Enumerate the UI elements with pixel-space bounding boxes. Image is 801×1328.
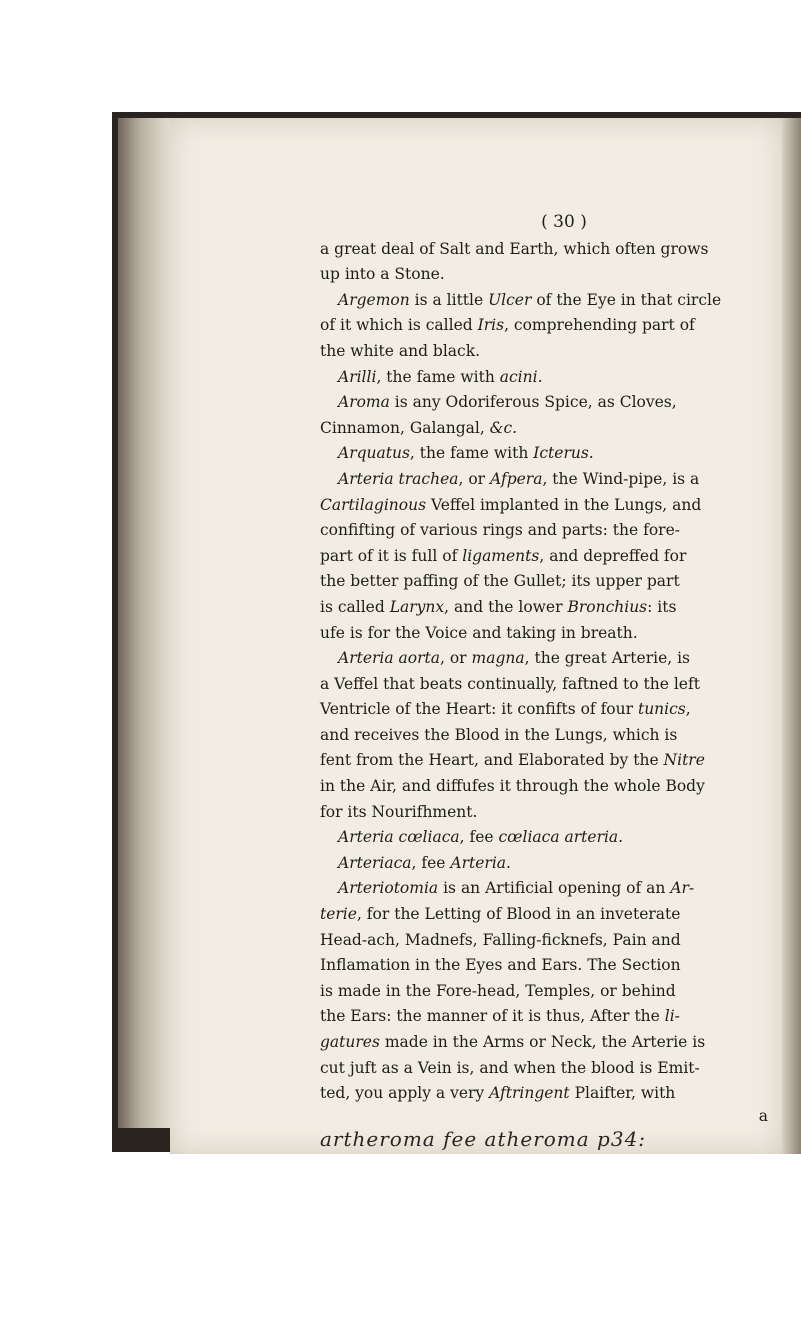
page-edge <box>782 118 801 1154</box>
italic-term: Nitre <box>663 751 705 770</box>
text-line <box>320 569 768 595</box>
catchword: a <box>758 1106 768 1125</box>
text-run: of the Eye in that circle <box>531 290 722 309</box>
text-line <box>320 416 768 442</box>
italic-term: Ar- <box>670 879 695 898</box>
text-run: is an Artificial opening of an <box>438 879 671 898</box>
text-run: ufe is for the Voice and taking in breath. <box>320 623 638 642</box>
italic-term: Arteria aorta <box>338 649 440 668</box>
text-line <box>320 672 768 698</box>
text-line <box>320 851 768 877</box>
text-run: Ventricle of the Heart: it confifts of four <box>320 700 638 719</box>
text-run: a Veffel that beats continually, faftned to the left <box>320 674 700 693</box>
italic-term: gatures <box>320 1033 380 1051</box>
text-line <box>320 646 768 672</box>
text-run: , <box>685 700 691 719</box>
text-run: and receives the Blood in the Lungs, which is <box>320 725 678 744</box>
text-run: is any Odoriferous Spice, as Cloves, <box>389 393 677 412</box>
text-run: , or <box>458 469 491 488</box>
text-run: is called <box>320 597 390 616</box>
text-run: fent from the Heart, and Elaborated by the <box>320 751 664 770</box>
text-run: the Ears: the manner of it is thus, After the <box>320 1007 665 1026</box>
body-lines <box>320 237 768 1107</box>
text-run: the better paffing of the Gullet; its upper part <box>320 572 680 591</box>
text-run: , fee <box>459 828 499 847</box>
text-line <box>320 1056 768 1082</box>
text-run: Veffel implanted in the Lungs, and <box>426 495 702 514</box>
text-line <box>320 288 768 314</box>
text-line <box>320 390 768 416</box>
italic-term: Argemon <box>338 290 410 309</box>
text-line <box>320 979 768 1005</box>
text-line <box>320 774 768 800</box>
text-line <box>320 697 768 723</box>
text-run: : its <box>647 597 677 616</box>
italic-term: cœliaca arteria. <box>498 828 624 847</box>
italic-term: acini. <box>499 367 543 386</box>
text-run: , the fame with <box>409 444 534 463</box>
text-run: , or <box>440 649 472 668</box>
italic-term: Ulcer <box>488 290 532 309</box>
text-line <box>320 365 768 391</box>
text-line <box>320 953 768 979</box>
text-line <box>320 595 768 621</box>
italic-term: Arteriotomia <box>338 879 439 898</box>
text-run: up into a Stone. <box>320 265 445 284</box>
italic-term: li- <box>664 1007 680 1026</box>
text-line <box>320 544 768 570</box>
italic-term: Larynx <box>389 597 445 616</box>
italic-term: Bronchius <box>567 597 648 616</box>
text-run: the white and black. <box>320 341 481 360</box>
italic-term: ligaments <box>462 546 540 565</box>
text-run: part of it is full of <box>320 546 463 565</box>
italic-term: Aroma <box>338 393 390 412</box>
text-run: is a little <box>409 290 489 309</box>
text-line <box>320 493 768 519</box>
italic-term: Arquatus <box>338 444 410 463</box>
text-line <box>320 441 768 467</box>
text-line <box>320 237 768 263</box>
text-line <box>320 876 768 902</box>
text-run: , the great Arterie, is <box>524 649 691 668</box>
text-run: , and the lower <box>444 597 568 616</box>
text-line <box>320 313 768 339</box>
italic-term: Arteria. <box>450 853 511 872</box>
text-run: , comprehending part of <box>504 316 695 335</box>
text-run: confifting of various rings and parts: the fore- <box>320 521 680 540</box>
italic-term: tunics <box>637 700 686 719</box>
italic-term: &c. <box>489 418 518 437</box>
text-run: , the fame with <box>376 367 500 386</box>
italic-term: Arteriaca <box>338 853 412 872</box>
text-line <box>320 339 768 365</box>
text-run: Cinnamon, Galangal, <box>320 418 490 437</box>
text-line <box>320 748 768 774</box>
italic-term: Arilli <box>338 367 377 386</box>
text-line <box>320 928 768 954</box>
italic-term: Cartilaginous <box>320 495 427 514</box>
italic-term: Arteria trachea <box>338 469 459 488</box>
text-run: of it which is called <box>320 316 478 335</box>
page-number: ( 30 ) <box>541 212 587 232</box>
text-run: , for the Letting of Blood in an inveterate <box>356 905 681 924</box>
page-text <box>320 210 768 1157</box>
text-line <box>320 518 768 544</box>
italic-term: Iris <box>477 316 505 335</box>
text-line <box>320 262 768 288</box>
italic-term: Icterus. <box>533 444 594 463</box>
text-run: , and depreffed for <box>539 546 687 565</box>
text-line <box>320 1004 768 1030</box>
text-line <box>320 723 768 749</box>
text-line <box>320 1030 768 1056</box>
italic-term: magna <box>471 649 525 668</box>
text-run: Inflamation in the Eyes and Ears. The Section <box>320 956 681 975</box>
text-run: a great deal of Salt and Earth, which often grows <box>320 239 709 258</box>
text-line <box>320 467 768 493</box>
handwritten-note: artheroma fee atheroma p34: <box>320 1126 647 1151</box>
text-run: made in the Arms or Neck, the Arterie is <box>379 1033 706 1051</box>
italic-term: Arteria cœliaca <box>338 828 460 847</box>
italic-term: Afpera <box>490 469 543 488</box>
text-line <box>320 825 768 851</box>
text-run: Plaifter, with <box>569 1084 676 1103</box>
text-line <box>320 1081 768 1107</box>
book-page <box>170 118 782 1154</box>
text-run: cut juft as a Vein is, and when the blood is Emit- <box>320 1058 700 1077</box>
italic-term: terie <box>320 905 357 924</box>
text-run: ted, you apply a very <box>320 1084 490 1103</box>
text-line <box>320 621 768 647</box>
text-run: in the Air, and diffufes it through the whole Body <box>320 777 705 796</box>
text-run: for its Nourifhment. <box>320 802 478 821</box>
italic-term: Aftringent <box>489 1084 570 1103</box>
text-run: is made in the Fore-head, Temples, or behind <box>320 981 676 1000</box>
text-run: , fee <box>411 853 451 872</box>
text-line <box>320 800 768 826</box>
text-run: , the Wind-pipe, is a <box>542 469 700 488</box>
text-line <box>320 902 768 928</box>
text-run: Head-ach, Madnefs, Falling-ficknefs, Pain and <box>320 930 681 949</box>
